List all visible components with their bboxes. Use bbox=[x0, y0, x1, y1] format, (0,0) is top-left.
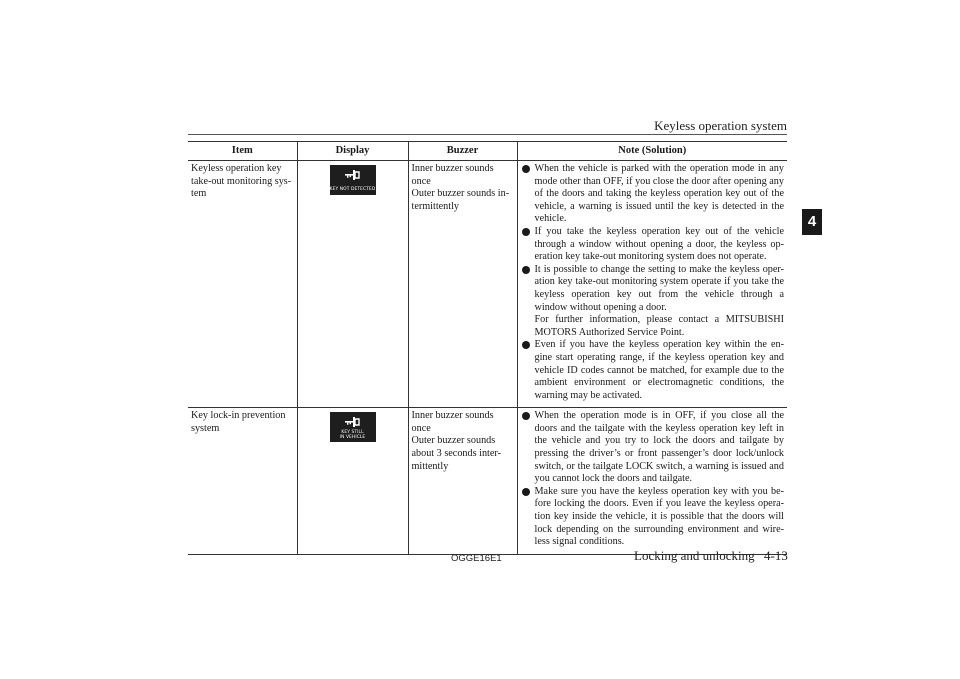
display-label: KEY STILL IN VEHICLE bbox=[339, 430, 366, 441]
display-cell bbox=[297, 408, 408, 555]
buzzer-cell bbox=[408, 161, 517, 408]
buzzer-line: Outer buzzer sounds about 3 seconds inter- mittently bbox=[411, 435, 501, 472]
list-item: It is possible to change the setting to make the keyless oper- ation key take-out monitoring system operate if you take the keyless operation key out from the vehicle through a window without opening a door. For further information, please contact a MITSUBISHI MOTORS Authorized Service Point. bbox=[521, 264, 785, 340]
note-cell bbox=[517, 161, 787, 408]
table-header-row bbox=[188, 142, 787, 161]
column-header-item: Item bbox=[188, 142, 297, 161]
bullet-icon bbox=[522, 165, 530, 173]
bullet-icon bbox=[522, 228, 530, 236]
bullet-icon bbox=[522, 266, 530, 274]
page-number: 4-13 bbox=[764, 548, 788, 563]
table-row bbox=[188, 408, 787, 555]
key-icon bbox=[345, 169, 361, 181]
header-rule bbox=[188, 134, 787, 135]
list-item: When the operation mode is in OFF, if you close all the doors and the tailgate with the keyless operation key left in the vehicle and you try to lock the doors and tailgate by pressing the driver’s or front passenger’s door lock/unlock switch, or the tailgate LOCK switch, a warning is issued and you cannot lock the doors and tailgate. bbox=[521, 410, 785, 486]
item-cell bbox=[188, 408, 297, 555]
running-header: Keyless operation system bbox=[654, 118, 787, 133]
note-cell bbox=[517, 408, 787, 555]
column-header-display: Display bbox=[297, 142, 408, 161]
key-icon bbox=[345, 416, 361, 428]
column-header-buzzer: Buzzer bbox=[408, 142, 517, 161]
list-item: Make sure you have the keyless operation key with you be- fore locking the doors. Even if you leave the keyless opera- tion key inside the vehicle, it is possible that the doors will lock depending on the surrounding environment and wire- less signal conditions. bbox=[521, 486, 785, 549]
list-item: If you take the keyless operation key out of the vehicle through a window without opening a door, the keyless op- eration key take-out monitoring system does not operate. bbox=[521, 226, 785, 264]
key-still-in-vehicle-icon bbox=[330, 412, 376, 442]
key-not-detected-icon bbox=[330, 165, 376, 195]
document-code: OGGE16E1 bbox=[451, 553, 502, 564]
buzzer-line: Inner buzzer sounds once bbox=[411, 410, 494, 434]
buzzer-line: Outer buzzer sounds in- termittently bbox=[411, 188, 510, 212]
chapter-tab: 4 bbox=[802, 209, 822, 235]
item-name: Key lock-in prevention system bbox=[191, 410, 286, 434]
display-label: KEY NOT DETECTED bbox=[329, 187, 376, 192]
note-contact: For further information, please contact a MITSUBISHI MOTORS Authorized Service Point. bbox=[534, 314, 784, 338]
item-cell bbox=[188, 161, 297, 408]
bullet-icon bbox=[522, 412, 530, 420]
display-cell bbox=[297, 161, 408, 408]
warning-table bbox=[188, 141, 787, 555]
column-header-note: Note (Solution) bbox=[517, 142, 787, 161]
footer-section-title: Locking and unlocking bbox=[634, 548, 755, 563]
buzzer-cell bbox=[408, 408, 517, 555]
item-name: Keyless operation key take-out monitoring sys- tem bbox=[191, 163, 292, 200]
buzzer-line: Inner buzzer sounds once bbox=[411, 163, 494, 187]
table-row bbox=[188, 161, 787, 408]
bullet-icon bbox=[522, 341, 530, 349]
list-item: When the vehicle is parked with the operation mode in any mode other than OFF, if you close the door after opening any of the doors and taking the keyless operation key out of the vehicle, a warning is issued until the key is detected in the vehicle. bbox=[521, 163, 785, 226]
list-item: Even if you have the keyless operation key within the en- gine start operating range, if the keyless operation key and vehicle ID codes cannot be matched, for example due to the ambient environment or electromagnetic conditions, the warning may be activated. bbox=[521, 339, 785, 402]
bullet-icon bbox=[522, 488, 530, 496]
